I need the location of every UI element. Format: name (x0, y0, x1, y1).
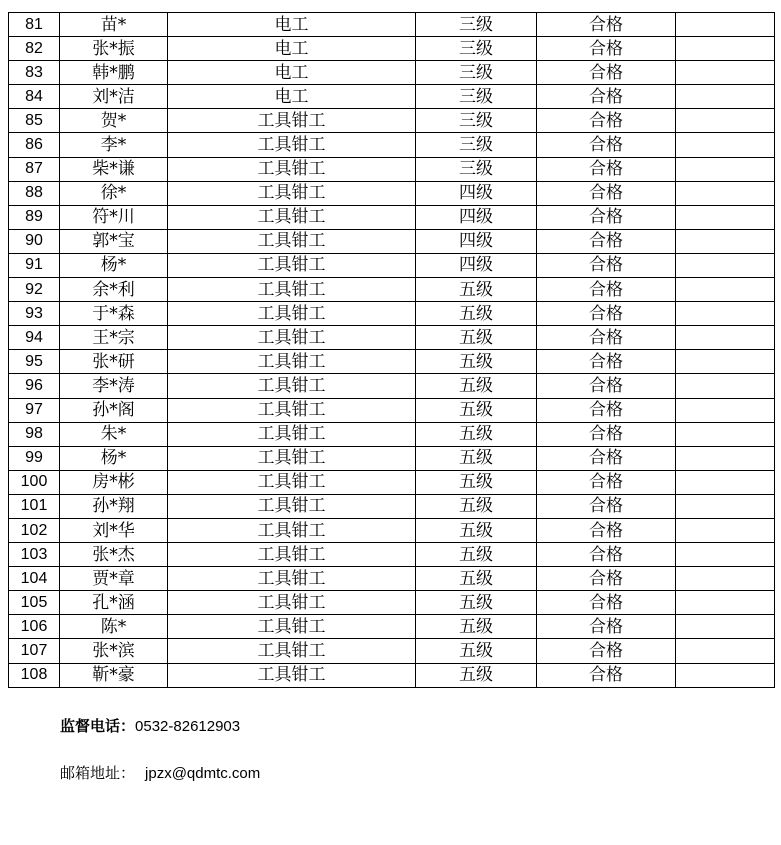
trade-cell: 电工 (168, 13, 416, 37)
result-cell: 合格 (537, 518, 676, 542)
trade-cell: 工具钳工 (168, 567, 416, 591)
trade-cell: 工具钳工 (168, 205, 416, 229)
result-cell: 合格 (537, 85, 676, 109)
supervision-phone-line (60, 715, 240, 736)
note-cell (676, 567, 775, 591)
trainee-name-cell: 李* (60, 133, 168, 157)
trade-cell: 工具钳工 (168, 615, 416, 639)
result-cell: 合格 (537, 109, 676, 133)
result-cell: 合格 (537, 278, 676, 302)
table-row (9, 591, 775, 615)
table-row (9, 85, 775, 109)
row-number-cell: 89 (9, 205, 60, 229)
result-cell: 合格 (537, 543, 676, 567)
table-row (9, 567, 775, 591)
trade-cell: 工具钳工 (168, 518, 416, 542)
result-cell: 合格 (537, 591, 676, 615)
row-number-cell: 82 (9, 37, 60, 61)
row-number-cell: 104 (9, 567, 60, 591)
trade-cell: 工具钳工 (168, 253, 416, 277)
note-cell (676, 446, 775, 470)
row-number-cell: 84 (9, 85, 60, 109)
result-cell: 合格 (537, 13, 676, 37)
trainee-name-cell: 刘*洁 (60, 85, 168, 109)
skill-level-cell: 五级 (416, 278, 537, 302)
skill-level-cell: 三级 (416, 157, 537, 181)
note-cell (676, 61, 775, 85)
skill-level-cell: 五级 (416, 422, 537, 446)
note-cell (676, 13, 775, 37)
skill-level-cell: 五级 (416, 374, 537, 398)
note-cell (676, 278, 775, 302)
trade-cell: 工具钳工 (168, 446, 416, 470)
note-cell (676, 422, 775, 446)
trainee-name-cell: 刘*华 (60, 518, 168, 542)
skill-level-cell: 三级 (416, 13, 537, 37)
result-cell: 合格 (537, 61, 676, 85)
row-number-cell: 107 (9, 639, 60, 663)
skill-level-cell: 五级 (416, 567, 537, 591)
trainee-name-cell: 柴*谦 (60, 157, 168, 181)
row-number-cell: 87 (9, 157, 60, 181)
result-cell: 合格 (537, 157, 676, 181)
trainee-name-cell: 徐* (60, 181, 168, 205)
trainee-name-cell: 余*利 (60, 278, 168, 302)
trainee-name-cell: 张*研 (60, 350, 168, 374)
trade-cell: 工具钳工 (168, 109, 416, 133)
result-cell: 合格 (537, 326, 676, 350)
trade-cell: 电工 (168, 85, 416, 109)
skill-level-cell: 五级 (416, 543, 537, 567)
skill-level-cell: 五级 (416, 470, 537, 494)
table-row (9, 109, 775, 133)
note-cell (676, 494, 775, 518)
result-cell: 合格 (537, 663, 676, 687)
trade-cell: 工具钳工 (168, 422, 416, 446)
row-number-cell: 106 (9, 615, 60, 639)
note-cell (676, 615, 775, 639)
note-cell (676, 326, 775, 350)
trainee-name-cell: 于*森 (60, 302, 168, 326)
trade-cell: 工具钳工 (168, 229, 416, 253)
note-cell (676, 374, 775, 398)
note-cell (676, 543, 775, 567)
email-address-value: jpzx@qdmtc.com (145, 765, 261, 782)
note-cell (676, 639, 775, 663)
row-number-cell: 92 (9, 278, 60, 302)
result-cell: 合格 (537, 302, 676, 326)
table-row (9, 639, 775, 663)
table-row (9, 229, 775, 253)
row-number-cell: 96 (9, 374, 60, 398)
table-row (9, 470, 775, 494)
trade-cell: 工具钳工 (168, 639, 416, 663)
result-cell: 合格 (537, 181, 676, 205)
row-number-cell: 102 (9, 518, 60, 542)
table-row (9, 350, 775, 374)
trade-cell: 工具钳工 (168, 470, 416, 494)
trade-cell: 工具钳工 (168, 181, 416, 205)
result-cell: 合格 (537, 253, 676, 277)
table-row (9, 422, 775, 446)
skill-level-cell: 五级 (416, 591, 537, 615)
trainee-name-cell: 贺* (60, 109, 168, 133)
trade-cell: 工具钳工 (168, 494, 416, 518)
skill-level-cell: 五级 (416, 350, 537, 374)
skill-level-cell: 三级 (416, 109, 537, 133)
note-cell (676, 205, 775, 229)
note-cell (676, 253, 775, 277)
note-cell (676, 229, 775, 253)
result-cell: 合格 (537, 133, 676, 157)
table-row (9, 278, 775, 302)
row-number-cell: 91 (9, 253, 60, 277)
note-cell (676, 37, 775, 61)
row-number-cell: 101 (9, 494, 60, 518)
skill-level-cell: 五级 (416, 518, 537, 542)
table-row (9, 13, 775, 37)
trainee-name-cell: 苗* (60, 13, 168, 37)
trade-cell: 工具钳工 (168, 133, 416, 157)
row-number-cell: 93 (9, 302, 60, 326)
result-cell: 合格 (537, 615, 676, 639)
result-cell: 合格 (537, 229, 676, 253)
row-number-cell: 86 (9, 133, 60, 157)
table-row (9, 205, 775, 229)
table-row (9, 543, 775, 567)
trainee-name-cell: 张*滨 (60, 639, 168, 663)
trade-cell: 工具钳工 (168, 543, 416, 567)
supervision-phone-number: 0532-82612903 (135, 718, 241, 735)
result-cell: 合格 (537, 422, 676, 446)
trade-cell: 工具钳工 (168, 302, 416, 326)
trainee-name-cell: 陈* (60, 615, 168, 639)
skill-level-cell: 五级 (416, 639, 537, 663)
trainee-name-cell: 孔*涵 (60, 591, 168, 615)
trainee-name-cell: 李*涛 (60, 374, 168, 398)
trainee-name-cell: 符*川 (60, 205, 168, 229)
table-row (9, 446, 775, 470)
row-number-cell: 99 (9, 446, 60, 470)
results-table-body (9, 13, 775, 688)
note-cell (676, 85, 775, 109)
result-cell: 合格 (537, 470, 676, 494)
trainee-name-cell: 张*杰 (60, 543, 168, 567)
table-row (9, 37, 775, 61)
supervision-phone-label: 监督电话： (60, 717, 136, 735)
row-number-cell: 81 (9, 13, 60, 37)
note-cell (676, 350, 775, 374)
row-number-cell: 108 (9, 663, 60, 687)
row-number-cell: 85 (9, 109, 60, 133)
trainee-name-cell: 杨* (60, 446, 168, 470)
row-number-cell: 95 (9, 350, 60, 374)
result-cell: 合格 (537, 350, 676, 374)
table-row (9, 494, 775, 518)
note-cell (676, 518, 775, 542)
trade-cell: 工具钳工 (168, 326, 416, 350)
skill-level-cell: 四级 (416, 253, 537, 277)
trainee-name-cell: 王*宗 (60, 326, 168, 350)
note-cell (676, 133, 775, 157)
row-number-cell: 88 (9, 181, 60, 205)
results-table (8, 12, 775, 688)
skill-level-cell: 四级 (416, 229, 537, 253)
table-row (9, 181, 775, 205)
result-cell: 合格 (537, 446, 676, 470)
skill-level-cell: 三级 (416, 133, 537, 157)
table-row (9, 374, 775, 398)
trainee-name-cell: 张*振 (60, 37, 168, 61)
trainee-name-cell: 贾*章 (60, 567, 168, 591)
trade-cell: 工具钳工 (168, 591, 416, 615)
trainee-name-cell: 朱* (60, 422, 168, 446)
table-row (9, 615, 775, 639)
trade-cell: 工具钳工 (168, 350, 416, 374)
table-row (9, 61, 775, 85)
note-cell (676, 470, 775, 494)
skill-level-cell: 五级 (416, 494, 537, 518)
note-cell (676, 302, 775, 326)
result-cell: 合格 (537, 398, 676, 422)
skill-level-cell: 五级 (416, 326, 537, 350)
table-row (9, 398, 775, 422)
trade-cell: 电工 (168, 61, 416, 85)
trade-cell: 工具钳工 (168, 278, 416, 302)
row-number-cell: 83 (9, 61, 60, 85)
trainee-name-cell: 房*彬 (60, 470, 168, 494)
note-cell (676, 109, 775, 133)
skill-level-cell: 三级 (416, 61, 537, 85)
result-cell: 合格 (537, 494, 676, 518)
table-row (9, 253, 775, 277)
result-cell: 合格 (537, 639, 676, 663)
note-cell (676, 157, 775, 181)
skill-level-cell: 五级 (416, 446, 537, 470)
row-number-cell: 97 (9, 398, 60, 422)
skill-level-cell: 三级 (416, 85, 537, 109)
result-cell: 合格 (537, 205, 676, 229)
result-cell: 合格 (537, 567, 676, 591)
row-number-cell: 94 (9, 326, 60, 350)
skill-level-cell: 五级 (416, 615, 537, 639)
table-row (9, 302, 775, 326)
result-cell: 合格 (537, 374, 676, 398)
note-cell (676, 663, 775, 687)
trade-cell: 工具钳工 (168, 398, 416, 422)
trade-cell: 电工 (168, 37, 416, 61)
result-cell: 合格 (537, 37, 676, 61)
email-address-label: 邮箱地址： (60, 764, 136, 782)
row-number-cell: 103 (9, 543, 60, 567)
table-row (9, 133, 775, 157)
row-number-cell: 98 (9, 422, 60, 446)
email-address-line (60, 762, 260, 783)
trade-cell: 工具钳工 (168, 374, 416, 398)
skill-level-cell: 四级 (416, 205, 537, 229)
skill-level-cell: 三级 (416, 37, 537, 61)
trade-cell: 工具钳工 (168, 157, 416, 181)
row-number-cell: 100 (9, 470, 60, 494)
skill-level-cell: 五级 (416, 302, 537, 326)
trade-cell: 工具钳工 (168, 663, 416, 687)
note-cell (676, 181, 775, 205)
skill-level-cell: 四级 (416, 181, 537, 205)
trainee-name-cell: 杨* (60, 253, 168, 277)
trainee-name-cell: 孙*阁 (60, 398, 168, 422)
note-cell (676, 591, 775, 615)
table-row (9, 157, 775, 181)
row-number-cell: 105 (9, 591, 60, 615)
trainee-name-cell: 郭*宝 (60, 229, 168, 253)
table-row (9, 326, 775, 350)
row-number-cell: 90 (9, 229, 60, 253)
trainee-name-cell: 靳*豪 (60, 663, 168, 687)
note-cell (676, 398, 775, 422)
trainee-name-cell: 韩*鹏 (60, 61, 168, 85)
skill-level-cell: 五级 (416, 663, 537, 687)
trainee-name-cell: 孙*翔 (60, 494, 168, 518)
table-row (9, 518, 775, 542)
table-row (9, 663, 775, 687)
skill-level-cell: 五级 (416, 398, 537, 422)
